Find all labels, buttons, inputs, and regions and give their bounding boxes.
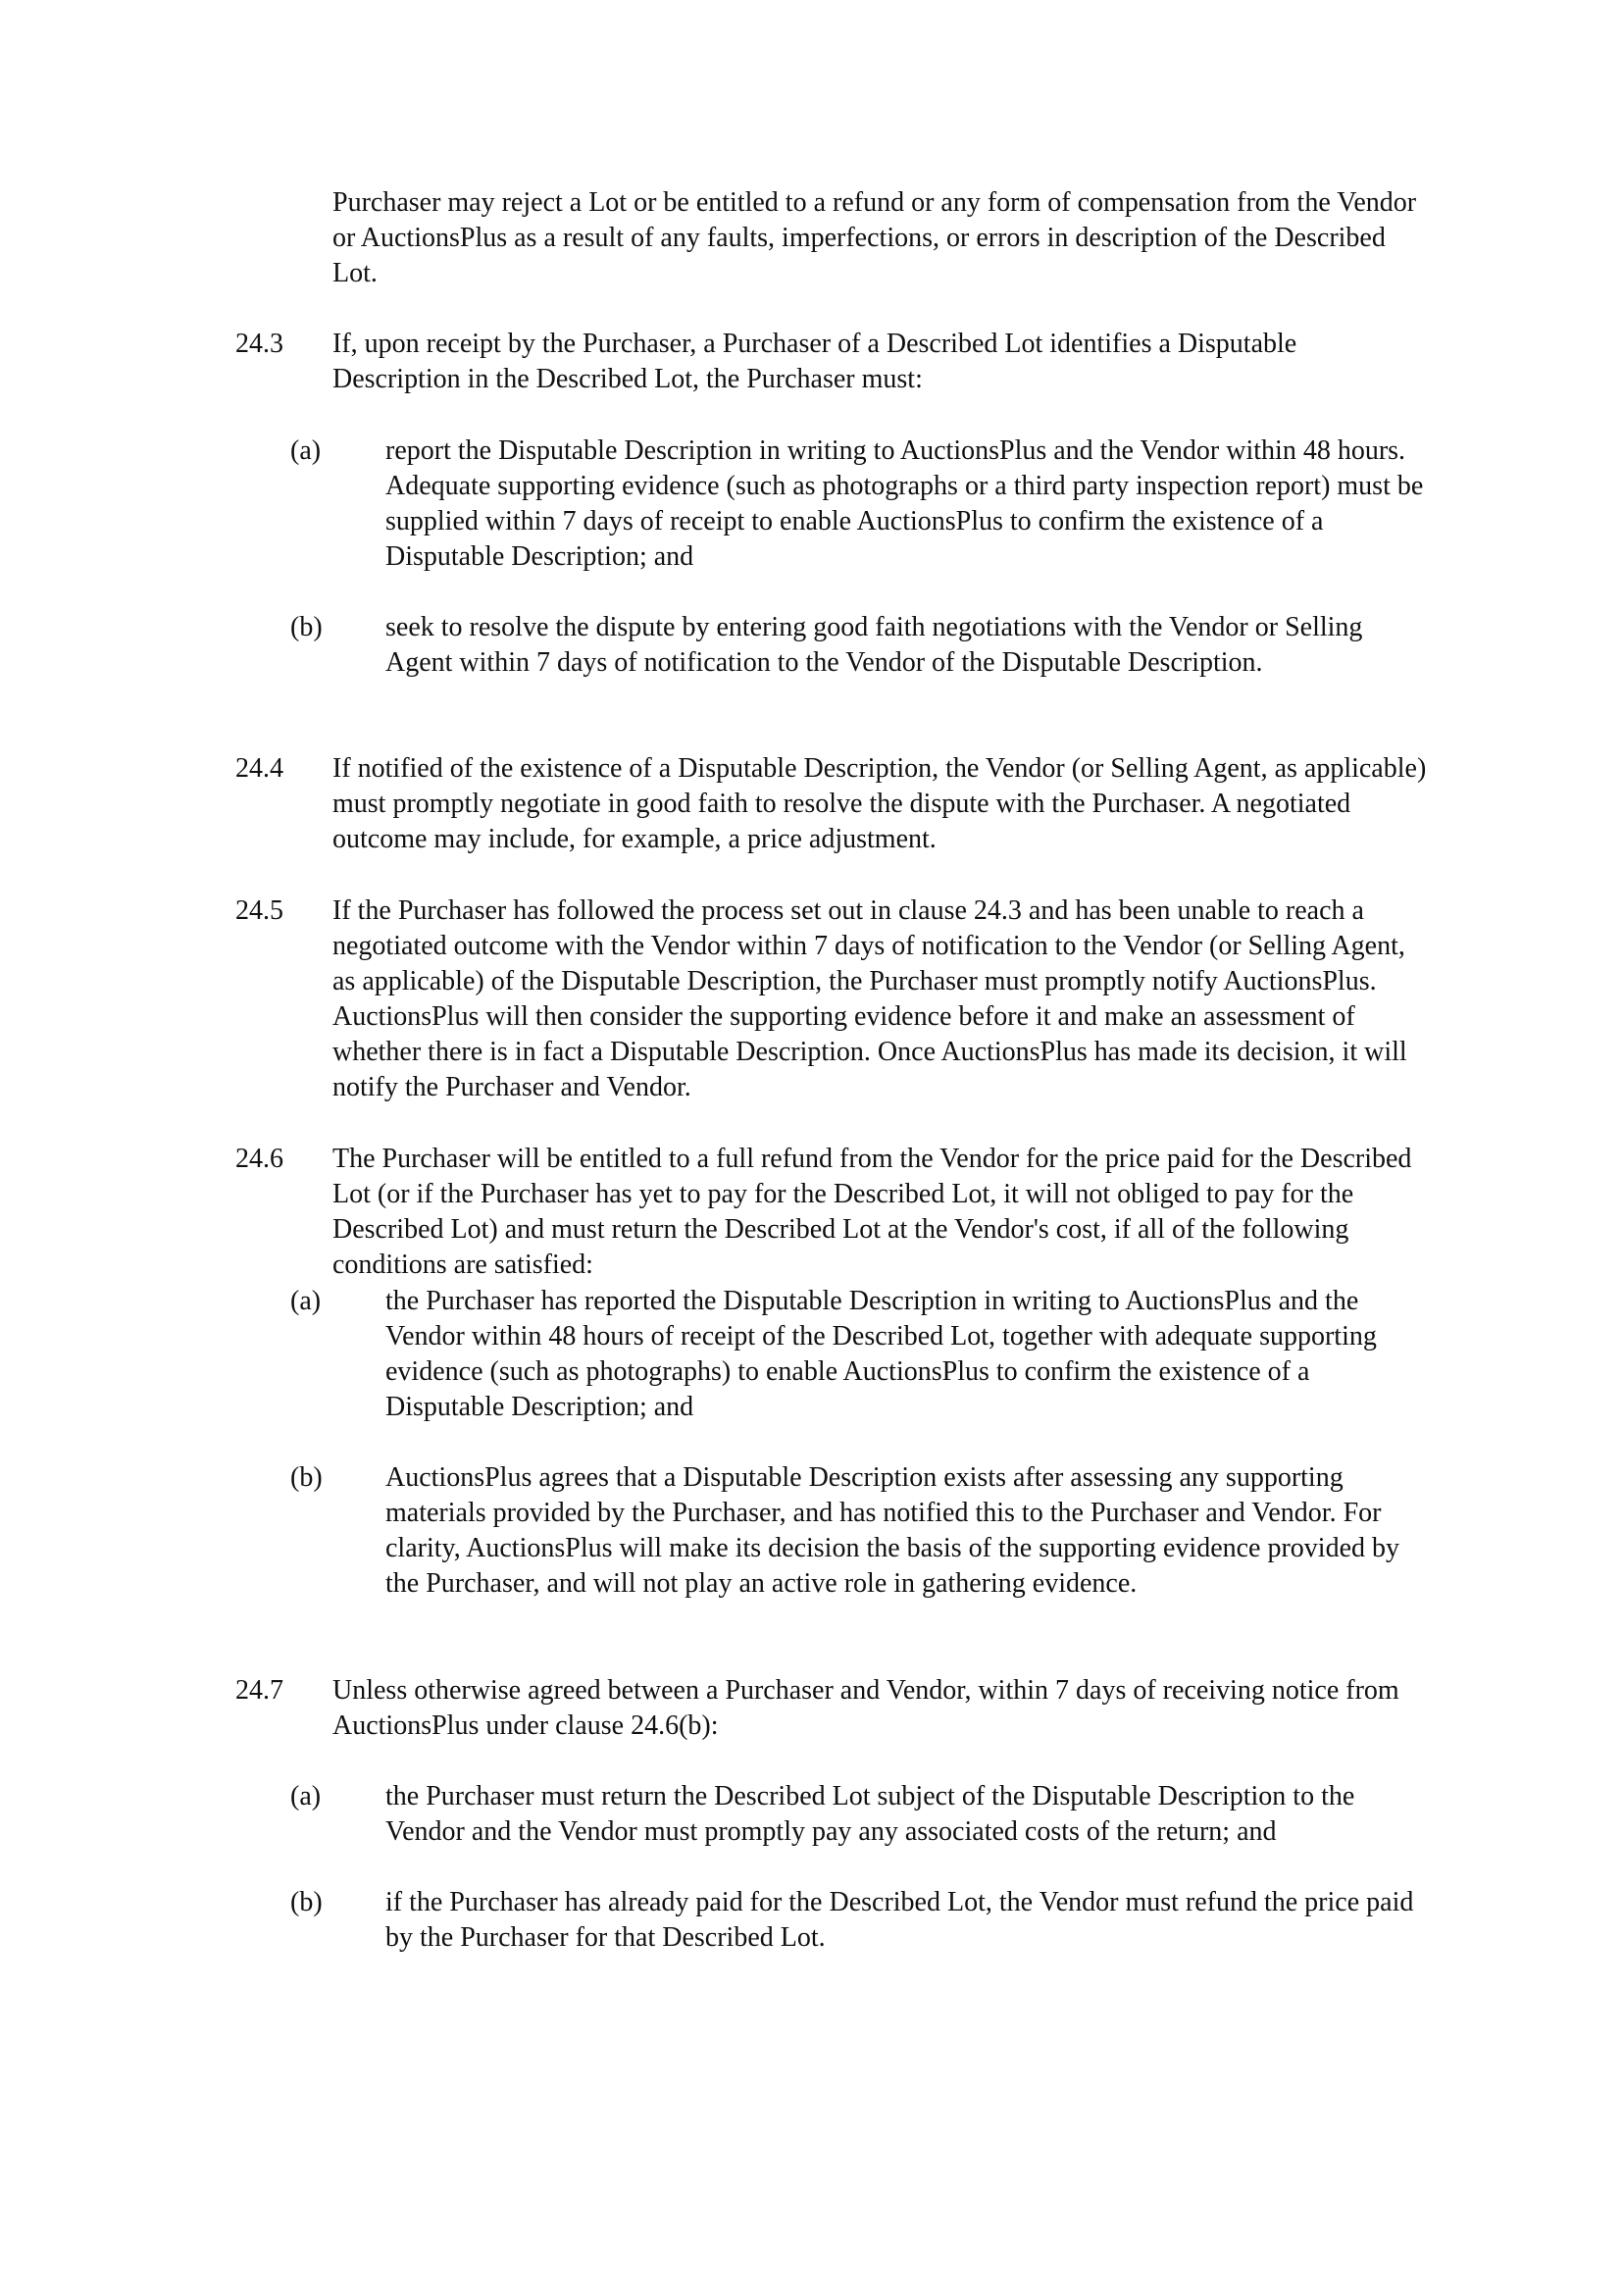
item-text: report the Disputable Description in writing to AuctionsPlus and the Vendor within 48 hours. Adequate supporting evidence (such as photographs or a third party inspection report) must be supplied within 7 days of receipt to enable AuctionsPlus to confirm the existence of a Disputable Description; and [385, 435, 1424, 572]
continuation-text: Purchaser may reject a Lot or be entitled to a refund or any form of compensation from the Vendor or AuctionsPlus as a result of any faults, imperfections, or errors in description of the Described Lot. [332, 187, 1417, 288]
clause-number: 24.3 [235, 329, 283, 359]
item-text: AuctionsPlus agrees that a Disputable Description exists after assessing any supporting materials provided by the Purchaser, and has notified this to the Purchaser and Vendor. For clarity, AuctionsPlus will make its decision the basis of the supporting evidence provided by the Purchaser, and will not play an active role in gathering evidence. [385, 1462, 1400, 1599]
item-text: the Purchaser has reported the Disputable Description in writing to AuctionsPlus and the Vendor within 48 hours of receipt of the Described Lot, together with adequate supporting evidence (such as photographs) to enable AuctionsPlus to confirm the existence of a Disputable Description; and [385, 1286, 1377, 1422]
item-text: if the Purchaser has already paid for the Described Lot, the Vendor must refund the price paid by the Purchaser for that Described Lot. [385, 1887, 1414, 1953]
item-label: (a) [290, 1286, 322, 1316]
clause-number: 24.4 [235, 753, 283, 784]
clause-number: 24.6 [235, 1144, 283, 1174]
clause-text: The Purchaser will be entitled to a full refund from the Vendor for the price paid for the Described Lot (or if the Purchaser has yet to pay for the Described Lot, it will not obliged to pay for the Described Lot) and must return the Described Lot at the Vendor's cost, if all of the following conditions are satisfied: [332, 1144, 1412, 1280]
clause-text: Unless otherwise agreed between a Purchaser and Vendor, within 7 days of receiving notice from AuctionsPlus under clause 24.6(b): [332, 1675, 1399, 1741]
item-label: (b) [290, 612, 323, 642]
clause-number: 24.5 [235, 895, 283, 926]
clause-number: 24.7 [235, 1675, 283, 1706]
clause-text: If the Purchaser has followed the process set out in clause 24.3 and has been unable to reach a negotiated outcome with the Vendor within 7 days of notification to the Vendor (or Selling Agent, as applicable) of the Disputable Description, the Purchaser must promptly notify AuctionsPlus. AuctionsPlus will then consider the supporting evidence before it and make an assessment of whether there is in fact a Disputable Description. Once AuctionsPlus has made its decision, it will notify the Purchaser and Vendor. [332, 895, 1407, 1102]
clause-text: If notified of the existence of a Disputable Description, the Vendor (or Selling Agent, as applicable) must promptly negotiate in good faith to resolve the dispute with the Purchaser. A negotiated outcome may include, for example, a price adjustment. [332, 753, 1427, 854]
item-label: (b) [290, 1462, 323, 1493]
clause-text: If, upon receipt by the Purchaser, a Purchaser of a Described Lot identifies a Disputable Description in the Described Lot, the Purchaser must: [332, 329, 1297, 394]
item-label: (a) [290, 435, 322, 466]
item-text: the Purchaser must return the Described Lot subject of the Disputable Description to the Vendor and the Vendor must promptly pay any associated costs of the return; and [385, 1781, 1355, 1847]
item-text: seek to resolve the dispute by entering good faith negotiations with the Vendor or Selling Agent within 7 days of notification to the Vendor of the Disputable Description. [385, 612, 1363, 678]
item-label: (a) [290, 1781, 322, 1811]
item-label: (b) [290, 1887, 323, 1917]
